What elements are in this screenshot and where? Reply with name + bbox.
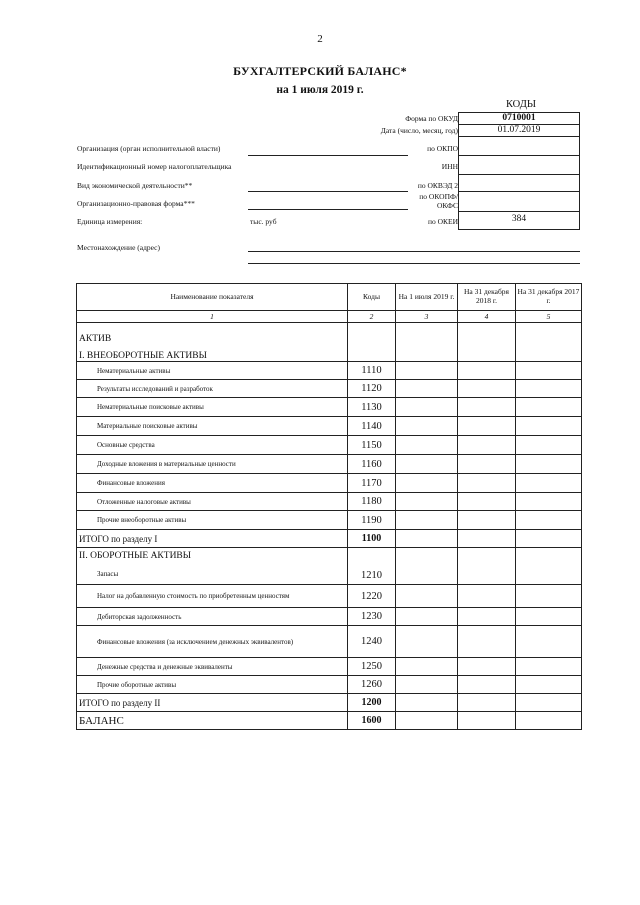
activity-line[interactable] [248, 191, 408, 192]
okud-label: Форма по ОКУД [405, 114, 458, 123]
row-code: 1230 [348, 608, 396, 626]
row-name: Прочие оборотные активы [77, 676, 348, 694]
section-title: АКТИВ [77, 323, 348, 344]
table-header-row [77, 284, 582, 311]
okpo-label: по ОКПО [427, 144, 458, 153]
value-cell[interactable] [396, 362, 458, 380]
value-cell[interactable] [516, 455, 582, 474]
unit-value: тыс. руб [250, 217, 277, 226]
row-code: 1100 [348, 530, 396, 548]
table-row [77, 455, 582, 474]
value-cell[interactable] [516, 548, 582, 585]
table-row [77, 511, 582, 530]
value-cell[interactable] [458, 676, 516, 694]
header-col3: На 1 июля 2019 г. [396, 284, 458, 311]
value-cell[interactable] [516, 474, 582, 493]
value-cell[interactable] [516, 585, 582, 608]
balance-table [76, 283, 582, 730]
table-row [77, 658, 582, 676]
page-number: 2 [317, 33, 323, 45]
unit-label: Единица измерения: [77, 217, 143, 226]
row-code: 1170 [348, 474, 396, 493]
row-name: Денежные средства и денежные эквиваленты [77, 658, 348, 676]
row-name: Налог на добавленную стоимость по приобретенным ценностям [77, 585, 348, 608]
document-date: на 1 июля 2019 г. [276, 84, 364, 96]
value-cell[interactable] [516, 511, 582, 530]
value-cell[interactable] [516, 398, 582, 417]
row-code: 1120 [348, 380, 396, 398]
date-label: Дата (число, месяц, год) [380, 126, 458, 135]
value-cell[interactable] [396, 493, 458, 511]
table-row [77, 398, 582, 417]
value-cell[interactable] [396, 455, 458, 474]
balance-total-row [77, 712, 582, 730]
inn-value [459, 156, 579, 175]
value-cell[interactable] [516, 493, 582, 511]
row-name: Материальные поисковые активы [77, 417, 348, 436]
table-row [77, 493, 582, 511]
value-cell[interactable] [396, 380, 458, 398]
value-cell[interactable] [516, 530, 582, 548]
section-row-current [77, 548, 582, 565]
row-code: 1220 [348, 585, 396, 608]
table-row [77, 585, 582, 608]
value-cell[interactable] [458, 380, 516, 398]
row-name: Основные средства [77, 436, 348, 455]
index-cell: 2 [348, 311, 396, 323]
value-cell[interactable] [396, 626, 458, 658]
row-name: ИТОГО по разделу II [77, 694, 348, 712]
row-code [348, 323, 396, 362]
tax-id-label: Идентификационный номер налогоплательщика [77, 162, 232, 171]
table-row [77, 362, 582, 380]
value-cell[interactable] [516, 608, 582, 626]
codes-box [458, 112, 580, 230]
row-code: 1180 [348, 493, 396, 511]
row-code: 1160 [348, 455, 396, 474]
total-row [77, 694, 582, 712]
codes-header: КОДЫ [505, 99, 537, 110]
index-cell: 3 [396, 311, 458, 323]
value-cell[interactable] [516, 436, 582, 455]
value-cell[interactable] [396, 608, 458, 626]
row-name: Нематериальные активы [77, 362, 348, 380]
header-col5: На 31 декабря 2017 г. [516, 284, 582, 311]
row-name: БАЛАНС [77, 712, 348, 730]
value-cell[interactable] [458, 511, 516, 530]
value-cell[interactable] [458, 493, 516, 511]
row-code: 1600 [348, 712, 396, 730]
value-cell[interactable] [396, 398, 458, 417]
value-cell[interactable] [516, 694, 582, 712]
value-cell[interactable] [516, 658, 582, 676]
activity-label: Вид экономической деятельности** [77, 181, 193, 190]
row-code: 1260 [348, 676, 396, 694]
value-cell[interactable] [396, 511, 458, 530]
row-name: Финансовые вложения (за исключением денежных эквивалентов) [77, 626, 348, 658]
okud-value: 0710001 [459, 113, 579, 125]
value-cell[interactable] [516, 380, 582, 398]
row-name: Запасы [77, 565, 348, 585]
okved-label: по ОКВЭД 2 [417, 181, 458, 190]
table-row [77, 474, 582, 493]
okopf-value [459, 192, 579, 212]
value-cell[interactable] [458, 548, 516, 585]
row-name: Отложенные налоговые активы [77, 493, 348, 511]
row-name: Нематериальные поисковые активы [77, 398, 348, 417]
header-name: Наименование показателя [77, 284, 348, 311]
value-cell[interactable] [516, 323, 582, 362]
value-cell[interactable] [396, 530, 458, 548]
table-row [77, 626, 582, 658]
value-cell[interactable] [458, 455, 516, 474]
row-name: Финансовые вложения [77, 474, 348, 493]
value-cell[interactable] [458, 436, 516, 455]
value-cell[interactable] [516, 712, 582, 730]
value-cell[interactable] [458, 608, 516, 626]
row-code: 1190 [348, 511, 396, 530]
legal-form-line[interactable] [248, 209, 408, 210]
address-line-2[interactable] [248, 263, 580, 264]
index-cell: 4 [458, 311, 516, 323]
row-name: Прочие внеоборотные активы [77, 511, 348, 530]
value-cell[interactable] [396, 676, 458, 694]
value-cell[interactable] [516, 676, 582, 694]
value-cell[interactable] [458, 417, 516, 436]
value-cell[interactable] [458, 658, 516, 676]
value-cell[interactable] [396, 694, 458, 712]
okpo-value [459, 137, 579, 156]
value-cell[interactable] [396, 436, 458, 455]
section-row-assets [77, 323, 582, 344]
table-row [77, 608, 582, 626]
row-name: Доходные вложения в материальные ценности [77, 455, 348, 474]
index-row [77, 311, 582, 323]
value-cell[interactable] [396, 585, 458, 608]
row-code: 1250 [348, 658, 396, 676]
legal-form-label: Организационно-правовая форма*** [77, 199, 195, 208]
value-cell[interactable] [458, 323, 516, 362]
value-cell[interactable] [458, 474, 516, 493]
date-value: 01.07.2019 [459, 125, 579, 137]
value-cell[interactable] [516, 362, 582, 380]
address-label: Местонахождение (адрес) [77, 243, 161, 252]
table-row [77, 436, 582, 455]
value-cell[interactable] [396, 474, 458, 493]
value-cell[interactable] [396, 323, 458, 362]
total-row [77, 530, 582, 548]
value-cell[interactable] [458, 530, 516, 548]
value-cell[interactable] [396, 548, 458, 585]
row-code: 1200 [348, 694, 396, 712]
organization-line[interactable] [248, 155, 408, 156]
okei-label: по ОКЕИ [427, 217, 458, 226]
row-code: 1240 [348, 626, 396, 658]
row-name: Результаты исследований и разработок [77, 380, 348, 398]
row-name: ИТОГО по разделу I [77, 530, 348, 548]
document-title: БУХГАЛТЕРСКИЙ БАЛАНС* [233, 64, 407, 78]
index-cell: 5 [516, 311, 582, 323]
header-col4: На 31 декабря 2018 г. [458, 284, 516, 311]
table-row [77, 380, 582, 398]
organization-label: Организация (орган исполнительной власти) [77, 144, 221, 153]
value-cell[interactable] [458, 398, 516, 417]
section-title: I. ВНЕОБОРОТНЫЕ АКТИВЫ [77, 344, 348, 362]
section-title: II. ОБОРОТНЫЕ АКТИВЫ [77, 548, 348, 565]
table-row [77, 676, 582, 694]
row-code: 1210 [348, 548, 396, 585]
value-cell[interactable] [458, 712, 516, 730]
index-cell: 1 [77, 311, 348, 323]
inn-label: ИНН [441, 162, 458, 171]
header-code: Коды [348, 284, 396, 311]
row-code: 1130 [348, 398, 396, 417]
value-cell[interactable] [396, 658, 458, 676]
value-cell[interactable] [458, 362, 516, 380]
value-cell[interactable] [396, 417, 458, 436]
value-cell[interactable] [516, 626, 582, 658]
okopf-label: по ОКОПФ/ ОКФС [419, 192, 458, 210]
okved-value [459, 175, 579, 192]
table-row [77, 417, 582, 436]
value-cell[interactable] [458, 694, 516, 712]
value-cell[interactable] [458, 626, 516, 658]
address-line-1[interactable] [248, 251, 580, 252]
row-code: 1150 [348, 436, 396, 455]
okei-value: 384 [511, 214, 527, 224]
value-cell[interactable] [516, 417, 582, 436]
row-name: Дебиторская задолженность [77, 608, 348, 626]
value-cell[interactable] [396, 712, 458, 730]
row-code: 1140 [348, 417, 396, 436]
value-cell[interactable] [458, 585, 516, 608]
row-code: 1110 [348, 362, 396, 380]
